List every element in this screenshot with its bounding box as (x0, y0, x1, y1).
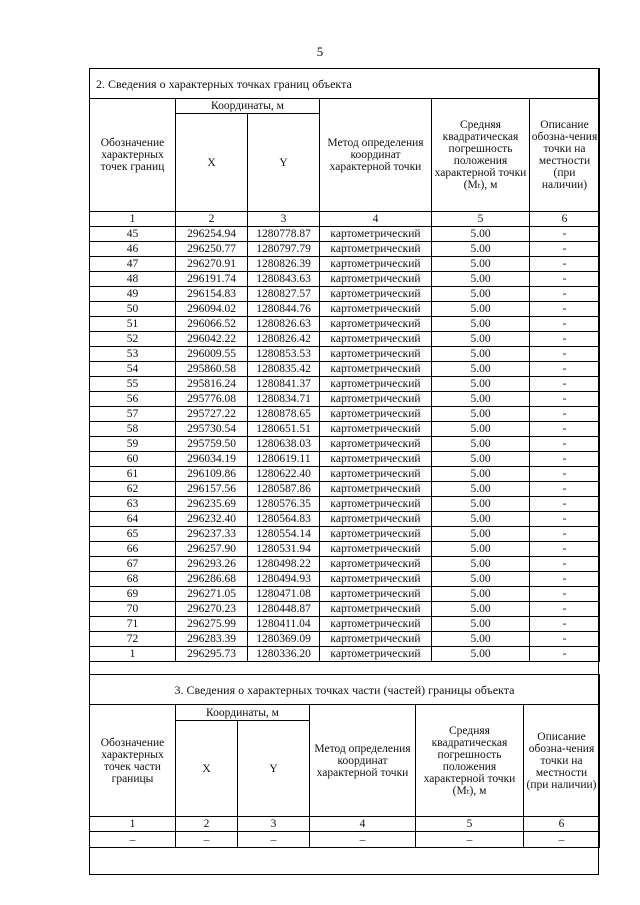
description: - (530, 227, 600, 242)
error-value: 5.00 (432, 602, 530, 617)
table-row (90, 287, 600, 302)
point-id: 70 (90, 602, 176, 617)
description: - (530, 272, 600, 287)
x-coordinate: 295759.50 (176, 437, 248, 452)
description: - (530, 632, 600, 647)
table-row (90, 467, 600, 482)
x-coordinate: 296009.55 (176, 347, 248, 362)
method: картометрический (320, 512, 432, 527)
y-coordinate: 1280853.53 (248, 347, 320, 362)
table-row (90, 347, 600, 362)
x-coordinate: 296042.22 (176, 332, 248, 347)
error-value: 5.00 (432, 272, 530, 287)
point-id: 57 (90, 407, 176, 422)
method: картометрический (320, 572, 432, 587)
error-value: 5.00 (432, 227, 530, 242)
method: картометрический (320, 422, 432, 437)
description: - (530, 527, 600, 542)
description: - (530, 392, 600, 407)
table-row (90, 542, 600, 557)
table-row (90, 407, 600, 422)
description: – (524, 832, 600, 848)
table-row (90, 437, 600, 452)
method: картометрический (320, 332, 432, 347)
description: - (530, 287, 600, 302)
description: - (530, 467, 600, 482)
column-number: 4 (320, 212, 432, 227)
header-method: Метод определения координат характерной точки (310, 705, 416, 817)
x-coordinate: 296254.94 (176, 227, 248, 242)
error-value: 5.00 (432, 587, 530, 602)
x-coordinate: 296237.33 (176, 527, 248, 542)
table-row (90, 377, 600, 392)
y-coordinate: 1280826.63 (248, 317, 320, 332)
table-row (90, 832, 600, 848)
method: картометрический (320, 632, 432, 647)
header-y: Y (248, 114, 320, 212)
header-method: Метод определения координат характерной точки (320, 99, 432, 212)
error-value: 5.00 (432, 512, 530, 527)
x-coordinate: 296235.69 (176, 497, 248, 512)
x-coordinate: 296109.86 (176, 467, 248, 482)
x-coordinate: 296034.19 (176, 452, 248, 467)
error-value: – (416, 832, 524, 848)
point-id: – (90, 832, 176, 848)
y-coordinate: 1280827.57 (248, 287, 320, 302)
x-coordinate: 296283.39 (176, 632, 248, 647)
description: - (530, 572, 600, 587)
x-coordinate: 296154.83 (176, 287, 248, 302)
header-x: X (176, 114, 248, 212)
column-number: 5 (432, 212, 530, 227)
description: - (530, 512, 600, 527)
x-coordinate: 296270.23 (176, 602, 248, 617)
y-coordinate: 1280554.14 (248, 527, 320, 542)
point-id: 1 (90, 647, 176, 662)
x-coordinate: 295730.54 (176, 422, 248, 437)
table-row (90, 602, 600, 617)
table-row (90, 242, 600, 257)
x-coordinate: 295860.58 (176, 362, 248, 377)
y-coordinate: 1280778.87 (248, 227, 320, 242)
method: – (310, 832, 416, 848)
point-id: 52 (90, 332, 176, 347)
table-row (90, 302, 600, 317)
method: картометрический (320, 317, 432, 332)
method: картометрический (320, 527, 432, 542)
point-id: 65 (90, 527, 176, 542)
point-id: 50 (90, 302, 176, 317)
error-value: 5.00 (432, 347, 530, 362)
description: - (530, 257, 600, 272)
error-value: 5.00 (432, 617, 530, 632)
error-value: 5.00 (432, 362, 530, 377)
point-id: 68 (90, 572, 176, 587)
y-coordinate: 1280448.87 (248, 602, 320, 617)
x-coordinate: 295816.24 (176, 377, 248, 392)
x-coordinate: 295776.08 (176, 392, 248, 407)
point-id: 54 (90, 362, 176, 377)
error-value: 5.00 (432, 302, 530, 317)
header-error: Средняя квадратическая погрешность положения характерной точки (Mₜ), м (416, 705, 524, 817)
error-value: 5.00 (432, 572, 530, 587)
x-coordinate: 296271.05 (176, 587, 248, 602)
y-coordinate: 1280576.35 (248, 497, 320, 512)
point-id: 55 (90, 377, 176, 392)
y-coordinate: 1280411.04 (248, 617, 320, 632)
section-title: 3. Сведения о характерных точках части (частей) границы объекта (90, 675, 600, 705)
description: - (530, 242, 600, 257)
page-number: 5 (316, 44, 324, 59)
x-coordinate: 296250.77 (176, 242, 248, 257)
point-id: 62 (90, 482, 176, 497)
y-coordinate: 1280835.42 (248, 362, 320, 377)
description: - (530, 437, 600, 452)
y-coordinate: 1280651.51 (248, 422, 320, 437)
point-id: 60 (90, 452, 176, 467)
error-value: 5.00 (432, 422, 530, 437)
error-value: 5.00 (432, 407, 530, 422)
points-table-body (90, 227, 600, 662)
x-coordinate: 296066.52 (176, 317, 248, 332)
method: картометрический (320, 452, 432, 467)
header-y: Y (238, 721, 310, 817)
table-row (90, 257, 600, 272)
point-id: 64 (90, 512, 176, 527)
x-coordinate: 296293.26 (176, 557, 248, 572)
header-description: Описание обозна-чения точки на местности (при наличии) (530, 99, 600, 212)
y-coordinate: 1280564.83 (248, 512, 320, 527)
part-points-table (89, 674, 600, 848)
table-row (90, 452, 600, 467)
error-value: 5.00 (432, 527, 530, 542)
table-row (90, 617, 600, 632)
error-value: 5.00 (432, 452, 530, 467)
method: картометрический (320, 302, 432, 317)
point-id: 59 (90, 437, 176, 452)
point-id: 66 (90, 542, 176, 557)
header-coords: Координаты, м (176, 705, 310, 721)
method: картометрический (320, 557, 432, 572)
method: картометрический (320, 497, 432, 512)
table-row (90, 512, 600, 527)
description: - (530, 617, 600, 632)
error-value: 5.00 (432, 467, 530, 482)
point-id: 71 (90, 617, 176, 632)
column-number: 2 (176, 212, 248, 227)
method: картометрический (320, 467, 432, 482)
point-id: 46 (90, 242, 176, 257)
x-coordinate: 296275.99 (176, 617, 248, 632)
error-value: 5.00 (432, 482, 530, 497)
y-coordinate: 1280841.37 (248, 377, 320, 392)
y-coordinate: 1280336.20 (248, 647, 320, 662)
x-coordinate: – (176, 832, 238, 848)
error-value: 5.00 (432, 392, 530, 407)
y-coordinate: 1280531.94 (248, 542, 320, 557)
x-coordinate: 296270.91 (176, 257, 248, 272)
table-row (90, 587, 600, 602)
x-coordinate: 296295.73 (176, 647, 248, 662)
method: картометрический (320, 392, 432, 407)
y-coordinate: 1280622.40 (248, 467, 320, 482)
description: - (530, 542, 600, 557)
description: - (530, 557, 600, 572)
method: картометрический (320, 617, 432, 632)
description: - (530, 302, 600, 317)
y-coordinate: 1280638.03 (248, 437, 320, 452)
method: картометрический (320, 377, 432, 392)
x-coordinate: 296157.56 (176, 482, 248, 497)
method: картометрический (320, 587, 432, 602)
method: картометрический (320, 482, 432, 497)
table-row (90, 272, 600, 287)
table-row (90, 227, 600, 242)
column-number: 6 (530, 212, 600, 227)
column-number: 6 (524, 817, 600, 832)
point-id: 58 (90, 422, 176, 437)
x-coordinate: 296094.02 (176, 302, 248, 317)
y-coordinate: – (238, 832, 310, 848)
header-description: Описание обозна-чения точки на местности (при наличии) (524, 705, 600, 817)
header-x: X (176, 721, 238, 817)
description: - (530, 587, 600, 602)
table-row (90, 362, 600, 377)
method: картометрический (320, 272, 432, 287)
error-value: 5.00 (432, 437, 530, 452)
y-coordinate: 1280826.39 (248, 257, 320, 272)
table-row (90, 392, 600, 407)
description: - (530, 317, 600, 332)
error-value: 5.00 (432, 257, 530, 272)
table-row (90, 422, 600, 437)
column-number: 5 (416, 817, 524, 832)
point-id: 56 (90, 392, 176, 407)
point-id: 47 (90, 257, 176, 272)
method: картометрический (320, 347, 432, 362)
description: - (530, 332, 600, 347)
error-value: 5.00 (432, 632, 530, 647)
y-coordinate: 1280369.09 (248, 632, 320, 647)
part-points-table-body (90, 832, 600, 848)
method: картометрический (320, 647, 432, 662)
method: картометрический (320, 407, 432, 422)
error-value: 5.00 (432, 497, 530, 512)
point-id: 48 (90, 272, 176, 287)
y-coordinate: 1280844.76 (248, 302, 320, 317)
column-number: 1 (90, 817, 176, 832)
header-point: Обозначение характерных точек границ (90, 99, 176, 212)
header-coords: Координаты, м (176, 99, 320, 114)
point-id: 72 (90, 632, 176, 647)
y-coordinate: 1280498.22 (248, 557, 320, 572)
point-id: 45 (90, 227, 176, 242)
point-id: 63 (90, 497, 176, 512)
y-coordinate: 1280619.11 (248, 452, 320, 467)
header-error: Средняя квадратическая погрешность положения характерной точки (Mₜ), м (432, 99, 530, 212)
table-row (90, 557, 600, 572)
column-number: 4 (310, 817, 416, 832)
column-number: 1 (90, 212, 176, 227)
method: картометрический (320, 362, 432, 377)
table-row (90, 632, 600, 647)
description: - (530, 422, 600, 437)
x-coordinate: 296191.74 (176, 272, 248, 287)
method: картометрический (320, 287, 432, 302)
method: картометрический (320, 602, 432, 617)
table-row (90, 527, 600, 542)
error-value: 5.00 (432, 287, 530, 302)
point-id: 51 (90, 317, 176, 332)
table-row (90, 482, 600, 497)
point-id: 53 (90, 347, 176, 362)
description: - (530, 452, 600, 467)
y-coordinate: 1280587.86 (248, 482, 320, 497)
x-coordinate: 295727.22 (176, 407, 248, 422)
x-coordinate: 296286.68 (176, 572, 248, 587)
error-value: 5.00 (432, 332, 530, 347)
table-row (90, 647, 600, 662)
y-coordinate: 1280797.79 (248, 242, 320, 257)
method: картометрический (320, 542, 432, 557)
error-value: 5.00 (432, 242, 530, 257)
error-value: 5.00 (432, 317, 530, 332)
error-value: 5.00 (432, 557, 530, 572)
y-coordinate: 1280878.65 (248, 407, 320, 422)
section-title: 2. Сведения о характерных точках границ объекта (90, 69, 600, 99)
y-coordinate: 1280826.42 (248, 332, 320, 347)
header-point: Обозначение характерных точек части границы (90, 705, 176, 817)
table-row (90, 332, 600, 347)
column-numbers-row (90, 817, 600, 832)
error-value: 5.00 (432, 377, 530, 392)
column-numbers-row (90, 212, 600, 227)
point-id: 61 (90, 467, 176, 482)
points-table (89, 68, 600, 662)
description: - (530, 647, 600, 662)
description: - (530, 347, 600, 362)
y-coordinate: 1280471.08 (248, 587, 320, 602)
table-row (90, 497, 600, 512)
y-coordinate: 1280494.93 (248, 572, 320, 587)
column-number: 2 (176, 817, 238, 832)
method: картометрический (320, 257, 432, 272)
error-value: 5.00 (432, 647, 530, 662)
x-coordinate: 296257.90 (176, 542, 248, 557)
description: - (530, 407, 600, 422)
description: - (530, 602, 600, 617)
method: картометрический (320, 437, 432, 452)
table-row (90, 572, 600, 587)
y-coordinate: 1280834.71 (248, 392, 320, 407)
description: - (530, 482, 600, 497)
description: - (530, 362, 600, 377)
point-id: 69 (90, 587, 176, 602)
point-id: 49 (90, 287, 176, 302)
x-coordinate: 296232.40 (176, 512, 248, 527)
method: картометрический (320, 227, 432, 242)
description: - (530, 377, 600, 392)
table-row (90, 317, 600, 332)
y-coordinate: 1280843.63 (248, 272, 320, 287)
description: - (530, 497, 600, 512)
method: картометрический (320, 242, 432, 257)
point-id: 67 (90, 557, 176, 572)
column-number: 3 (238, 817, 310, 832)
column-number: 3 (248, 212, 320, 227)
error-value: 5.00 (432, 542, 530, 557)
